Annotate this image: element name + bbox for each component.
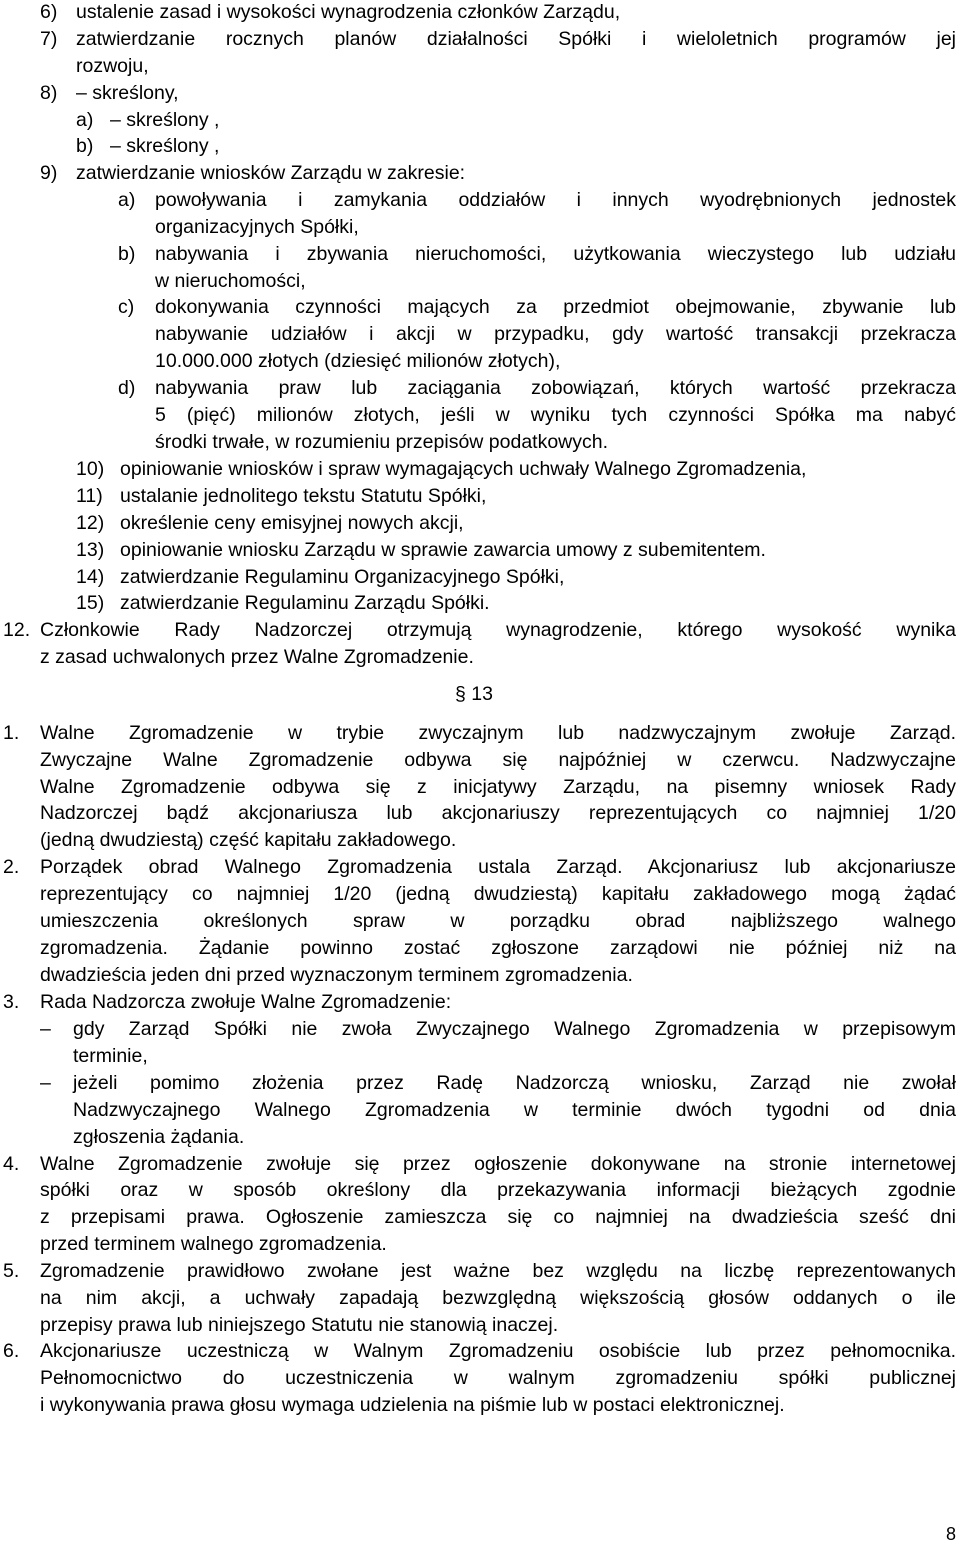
p2-line4: zgromadzenia. Żądanie powinno zostać zgłoszone zarządowi nie później niż na xyxy=(40,937,956,959)
p6-line3: i wykonywania prawa głosu wymaga udzielenia na piśmie lub w postaci elektronicznej. xyxy=(40,1394,785,1416)
item-9-text: zatwierdzanie wniosków Zarządu w zakresie: xyxy=(76,162,466,184)
p2-line2: reprezentujący co najmniej 1/20 (jedną dwudziestą) kapitału zakładowego mogą żądać xyxy=(40,883,956,905)
item-9b-number: b) xyxy=(118,243,136,265)
p4-line1: Walne Zgromadzenie zwołuje się przez ogłoszenie dokonywane na stronie internetowej xyxy=(40,1153,956,1175)
item-8-number: 8) xyxy=(40,82,58,104)
item-8b-text: – skreślony , xyxy=(110,135,220,157)
item-6-number: 6) xyxy=(40,1,58,23)
item-9c-number: c) xyxy=(118,296,135,318)
para-12-line1: Członkowie Rady Nadzorczej otrzymują wynagrodzenie, którego wysokość wynika xyxy=(40,619,956,641)
item-15-text: zatwierdzanie Regulaminu Zarządu Spółki. xyxy=(120,592,490,614)
item-9d-number: d) xyxy=(118,377,136,399)
item-8a-number: a) xyxy=(76,109,94,131)
p4-number: 4. xyxy=(3,1153,20,1175)
item-9b-line2: w nieruchomości, xyxy=(155,270,306,292)
p3-bullet2-line2: Nadzwyczajnego Walnego Zgromadzenia w terminie dwóch tygodni od dnia xyxy=(73,1099,956,1121)
item-9d-line2: 5 (pięć) milionów złotych, jeśli w wyniku tych czynności Spółka ma nabyć xyxy=(155,404,956,426)
item-12-text: określenie ceny emisyjnej nowych akcji, xyxy=(120,512,464,534)
item-15-number: 15) xyxy=(76,592,105,614)
item-7-line2: rozwoju, xyxy=(76,55,149,77)
p2-number: 2. xyxy=(3,856,20,878)
p2-line5: dwadzieścia jeden dni przed wyznaczonym terminem zgromadzenia. xyxy=(40,964,633,986)
para-12-number: 12. xyxy=(3,619,31,641)
p5-line3: przepisy prawa lub niniejszego Statutu nie stanowią inaczej. xyxy=(40,1314,559,1336)
item-11-number: 11) xyxy=(76,485,103,507)
para-12-line2: z zasad uchwalonych przez Walne Zgromadzenie. xyxy=(40,646,474,668)
section-heading xyxy=(455,685,493,705)
item-9d-line1: nabywania praw lub zaciągania zobowiązań, których wartość przekracza xyxy=(155,377,956,399)
item-8a-text: – skreślony , xyxy=(110,109,220,131)
p1-line5: (jedną dwudziestą) część kapitału zakładowego. xyxy=(40,829,457,851)
p2-line3: umieszczenia określonych spraw w porządku obrad najbliższego walnego xyxy=(40,910,956,932)
p1-line3: Walne Zgromadzenie odbywa się z inicjatywy Zarządu, na pisemny wniosek Rady xyxy=(40,776,956,798)
p6-line2: Pełnomocnictwo do uczestniczenia w walnym zgromadzeniu spółki publicznej xyxy=(40,1367,956,1389)
item-13-number: 13) xyxy=(76,539,105,561)
item-7-line1: zatwierdzanie rocznych planów działalności Spółki i wieloletnich programów jej xyxy=(76,28,956,50)
item-6-text: ustalenie zasad i wysokości wynagrodzenia członków Zarządu, xyxy=(76,1,621,23)
item-10-text: opiniowanie wniosków i spraw wymagających uchwały Walnego Zgromadzenia, xyxy=(120,458,807,480)
p1-line4: Nadzorczej bądź akcjonariusza lub akcjonariuszy reprezentujących co najmniej 1/20 xyxy=(40,802,956,824)
p4-line2: spółki oraz w sposób określony dla przekazywania informacji bieżących zgodnie xyxy=(40,1179,956,1201)
item-9a-line2: organizacyjnych Spółki, xyxy=(155,216,359,238)
item-13-text: opiniowanie wniosku Zarządu w sprawie zawarcia umowy z subemitentem. xyxy=(120,539,766,561)
p3-line1: Rada Nadzorcza zwołuje Walne Zgromadzenie: xyxy=(40,991,452,1013)
item-9d-line3: środki trwałe, w rozumieniu przepisów podatkowych. xyxy=(155,431,609,453)
p3-bullet2-line1: jeżeli pomimo złożenia przez Radę Nadzorczą wniosku, Zarząd nie zwołał xyxy=(73,1072,956,1094)
p3-bullet1-line1: gdy Zarząd Spółki nie zwoła Zwyczajnego Walnego Zgromadzenia w przepisowym xyxy=(73,1018,956,1040)
item-9c-line1: dokonywania czynności mających za przedmiot obejmowanie, zbywanie lub xyxy=(155,296,956,318)
item-9b-line1: nabywania i zbywania nieruchomości, użytkowania wieczystego lub udziału xyxy=(155,243,956,265)
item-14-text: zatwierdzanie Regulaminu Organizacyjnego Spółki, xyxy=(120,566,565,588)
p1-line1: Walne Zgromadzenie w trybie zwyczajnym lub nadzwyczajnym zwołuje Zarząd. xyxy=(40,722,956,744)
item-12-number: 12) xyxy=(76,512,105,534)
item-9c-line3: 10.000.000 złotych (dziesięć milionów złotych), xyxy=(155,350,561,372)
p4-line4: przed terminem walnego zgromadzenia. xyxy=(40,1233,387,1255)
p3-bullet2-line3: zgłoszenia żądania. xyxy=(73,1126,245,1148)
item-10-number: 10) xyxy=(76,458,105,480)
p3-number: 3. xyxy=(3,991,20,1013)
item-7-number: 7) xyxy=(40,28,58,50)
p2-line1: Porządek obrad Walnego Zgromadzenia ustala Zarząd. Akcjonariusz lub akcjonariusze xyxy=(40,856,956,878)
item-8b-number: b) xyxy=(76,135,94,157)
p3-bullet1-dash: – xyxy=(40,1018,51,1040)
item-9a-line1: powoływania i zamykania oddziałów i innych wyodrębnionych jednostek xyxy=(155,189,956,211)
section-symbol: § xyxy=(455,683,466,705)
p1-line2: Zwyczajne Walne Zgromadzenie odbywa się najpóźniej w czerwcu. Nadzwyczajne xyxy=(40,749,956,771)
item-9a-number: a) xyxy=(118,189,136,211)
p3-bullet1-line2: terminie, xyxy=(73,1045,148,1067)
p3-bullet2-dash: – xyxy=(40,1072,51,1094)
item-14-number: 14) xyxy=(76,566,105,588)
item-9c-line2: nabywanie udziałów i akcji w przypadku, gdy wartość transakcji przekracza xyxy=(155,323,956,345)
item-9-number: 9) xyxy=(40,162,58,184)
item-11-text: ustalanie jednolitego tekstu Statutu Spółki, xyxy=(120,485,487,507)
p5-number: 5. xyxy=(3,1260,20,1282)
item-8-text: – skreślony, xyxy=(76,82,179,104)
p6-line1: Akcjonariusze uczestniczą w Walnym Zgromadzeniu osobiście lub przez pełnomocnika. xyxy=(40,1340,956,1362)
p5-line2: na nim akcji, a uchwały zapadają bezwzględną większością głosów oddanych o ile xyxy=(40,1287,956,1309)
p4-line3: z przepisami prawa. Ogłoszenie zamieszcza się co najmniej na dwadzieścia sześć dni xyxy=(40,1206,956,1228)
section-number: 13 xyxy=(471,683,493,705)
page-number: 8 xyxy=(946,1524,957,1544)
p5-line1: Zgromadzenie prawidłowo zwołane jest ważne bez względu na liczbę reprezentowanych xyxy=(40,1260,956,1282)
p1-number: 1. xyxy=(3,722,20,744)
p6-number: 6. xyxy=(3,1340,20,1362)
